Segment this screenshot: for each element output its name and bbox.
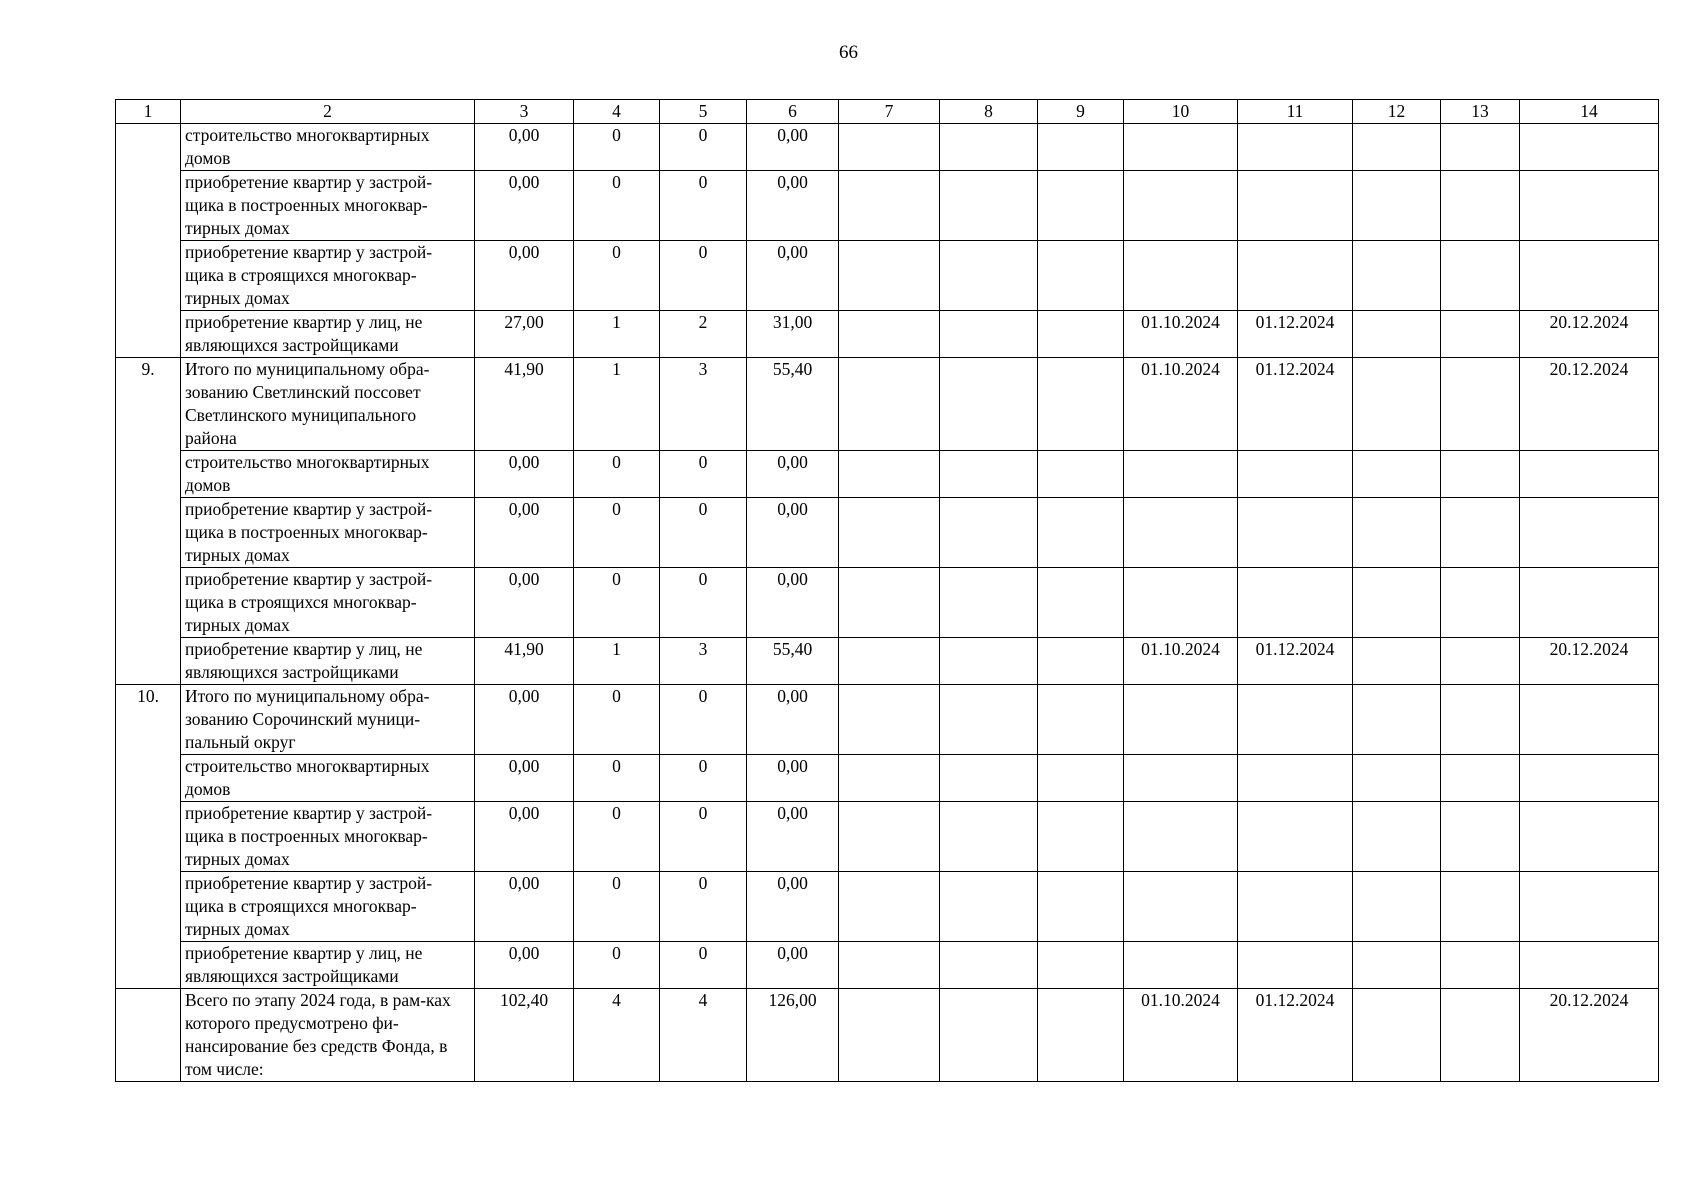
cell-col5: 0 <box>660 451 747 498</box>
cell-col12 <box>1353 942 1441 989</box>
cell-col10 <box>1124 498 1238 568</box>
table-row <box>116 872 1659 942</box>
cell-col3: 102,40 <box>475 989 574 1082</box>
cell-col14 <box>1520 498 1659 568</box>
description-cell: приобретение квартир у застрой-щика в построенных многоквар-тирных домах <box>181 171 475 241</box>
cell-col10 <box>1124 124 1238 171</box>
cell-col5: 0 <box>660 241 747 311</box>
cell-col14 <box>1520 942 1659 989</box>
table-row <box>116 802 1659 872</box>
cell-col9 <box>1038 638 1124 685</box>
cell-col11 <box>1238 802 1353 872</box>
cell-col4: 0 <box>574 171 660 241</box>
cell-col4: 1 <box>574 358 660 451</box>
cell-col5: 0 <box>660 685 747 755</box>
cell-col8 <box>940 802 1038 872</box>
column-header: 8 <box>940 100 1038 124</box>
column-header: 12 <box>1353 100 1441 124</box>
table-row <box>116 638 1659 685</box>
cell-col7 <box>839 802 940 872</box>
cell-col3: 0,00 <box>475 755 574 802</box>
cell-col3: 0,00 <box>475 872 574 942</box>
cell-col12 <box>1353 311 1441 358</box>
cell-col7 <box>839 241 940 311</box>
cell-col10 <box>1124 568 1238 638</box>
cell-col3: 27,00 <box>475 311 574 358</box>
cell-col9 <box>1038 755 1124 802</box>
description-cell: приобретение квартир у застрой-щика в построенных многоквар-тирных домах <box>181 498 475 568</box>
cell-col12 <box>1353 241 1441 311</box>
cell-col14: 20.12.2024 <box>1520 638 1659 685</box>
cell-col10 <box>1124 685 1238 755</box>
cell-col4: 0 <box>574 498 660 568</box>
column-header: 13 <box>1441 100 1520 124</box>
cell-col9 <box>1038 124 1124 171</box>
cell-col8 <box>940 942 1038 989</box>
cell-col12 <box>1353 872 1441 942</box>
cell-col3: 0,00 <box>475 498 574 568</box>
cell-col11 <box>1238 568 1353 638</box>
cell-col4: 4 <box>574 989 660 1082</box>
table-row <box>116 124 1659 171</box>
table-row <box>116 311 1659 358</box>
cell-col5: 4 <box>660 989 747 1082</box>
program-table <box>115 99 1659 1082</box>
cell-col14 <box>1520 241 1659 311</box>
cell-col4: 0 <box>574 241 660 311</box>
description-cell: приобретение квартир у лиц, не являющихся застройщиками <box>181 311 475 358</box>
description-cell: строительство многоквартирных домов <box>181 124 475 171</box>
cell-col6: 55,40 <box>747 358 839 451</box>
cell-col11 <box>1238 241 1353 311</box>
row-number-cell: 9. <box>116 358 181 685</box>
cell-col9 <box>1038 989 1124 1082</box>
cell-col10: 01.10.2024 <box>1124 311 1238 358</box>
cell-col7 <box>839 358 940 451</box>
description-cell: Всего по этапу 2024 года, в рам-ках которого предусмотрено фи-нансирование без средств Фонда, в том числе: <box>181 989 475 1082</box>
cell-col13 <box>1441 872 1520 942</box>
cell-col9 <box>1038 802 1124 872</box>
table-row <box>116 498 1659 568</box>
cell-col10 <box>1124 942 1238 989</box>
cell-col8 <box>940 568 1038 638</box>
cell-col11 <box>1238 942 1353 989</box>
cell-col13 <box>1441 755 1520 802</box>
table-row <box>116 358 1659 451</box>
cell-col10 <box>1124 872 1238 942</box>
cell-col4: 0 <box>574 685 660 755</box>
cell-col5: 0 <box>660 124 747 171</box>
cell-col14 <box>1520 685 1659 755</box>
table-row <box>116 755 1659 802</box>
cell-col9 <box>1038 498 1124 568</box>
cell-col7 <box>839 171 940 241</box>
description-cell: приобретение квартир у лиц, не являющихся застройщиками <box>181 638 475 685</box>
cell-col9 <box>1038 872 1124 942</box>
cell-col13 <box>1441 942 1520 989</box>
cell-col14: 20.12.2024 <box>1520 311 1659 358</box>
cell-col9 <box>1038 241 1124 311</box>
cell-col13 <box>1441 171 1520 241</box>
cell-col8 <box>940 311 1038 358</box>
cell-col7 <box>839 568 940 638</box>
cell-col10 <box>1124 802 1238 872</box>
cell-col11: 01.12.2024 <box>1238 358 1353 451</box>
cell-col7 <box>839 451 940 498</box>
description-cell: Итого по муниципальному обра-зованию Светлинский поссовет Светлинского муниципального района <box>181 358 475 451</box>
cell-col8 <box>940 872 1038 942</box>
cell-col6: 0,00 <box>747 498 839 568</box>
cell-col4: 0 <box>574 568 660 638</box>
cell-col14 <box>1520 568 1659 638</box>
cell-col8 <box>940 755 1038 802</box>
column-header: 10 <box>1124 100 1238 124</box>
cell-col6: 31,00 <box>747 311 839 358</box>
cell-col12 <box>1353 124 1441 171</box>
table-row <box>116 568 1659 638</box>
cell-col6: 0,00 <box>747 124 839 171</box>
cell-col6: 126,00 <box>747 989 839 1082</box>
total-row <box>116 989 1659 1082</box>
description-cell: приобретение квартир у застрой-щика в строящихся многоквар-тирных домах <box>181 241 475 311</box>
cell-col13 <box>1441 358 1520 451</box>
cell-col5: 0 <box>660 872 747 942</box>
cell-col5: 0 <box>660 171 747 241</box>
cell-col6: 0,00 <box>747 942 839 989</box>
cell-col6: 0,00 <box>747 241 839 311</box>
cell-col5: 0 <box>660 568 747 638</box>
cell-col14 <box>1520 802 1659 872</box>
cell-col4: 1 <box>574 638 660 685</box>
cell-col7 <box>839 685 940 755</box>
cell-col7 <box>839 638 940 685</box>
cell-col7 <box>839 311 940 358</box>
cell-col11: 01.12.2024 <box>1238 989 1353 1082</box>
cell-col13 <box>1441 638 1520 685</box>
cell-col11 <box>1238 872 1353 942</box>
cell-col3: 0,00 <box>475 685 574 755</box>
cell-col12 <box>1353 802 1441 872</box>
column-header: 14 <box>1520 100 1659 124</box>
row-number-cell <box>116 989 181 1082</box>
cell-col13 <box>1441 311 1520 358</box>
cell-col12 <box>1353 989 1441 1082</box>
description-cell: Итого по муниципальному обра-зованию Сорочинский муници-пальный округ <box>181 685 475 755</box>
cell-col3: 0,00 <box>475 451 574 498</box>
cell-col5: 3 <box>660 358 747 451</box>
cell-col9 <box>1038 942 1124 989</box>
cell-col6: 0,00 <box>747 171 839 241</box>
cell-col6: 0,00 <box>747 451 839 498</box>
cell-col13 <box>1441 685 1520 755</box>
cell-col3: 41,90 <box>475 358 574 451</box>
cell-col7 <box>839 124 940 171</box>
cell-col8 <box>940 685 1038 755</box>
column-header: 11 <box>1238 100 1353 124</box>
cell-col9 <box>1038 451 1124 498</box>
cell-col12 <box>1353 568 1441 638</box>
row-number-cell: 10. <box>116 685 181 989</box>
cell-col6: 0,00 <box>747 872 839 942</box>
cell-col5: 0 <box>660 942 747 989</box>
cell-col10 <box>1124 171 1238 241</box>
table-row <box>116 685 1659 755</box>
cell-col4: 0 <box>574 942 660 989</box>
cell-col5: 0 <box>660 755 747 802</box>
cell-col7 <box>839 942 940 989</box>
cell-col11: 01.12.2024 <box>1238 311 1353 358</box>
cell-col8 <box>940 638 1038 685</box>
cell-col9 <box>1038 171 1124 241</box>
cell-col8 <box>940 989 1038 1082</box>
cell-col11 <box>1238 124 1353 171</box>
cell-col13 <box>1441 989 1520 1082</box>
cell-col3: 0,00 <box>475 802 574 872</box>
cell-col11 <box>1238 171 1353 241</box>
cell-col3: 0,00 <box>475 241 574 311</box>
table-row <box>116 451 1659 498</box>
description-cell: приобретение квартир у лиц, не являющихся застройщиками <box>181 942 475 989</box>
table-row <box>116 241 1659 311</box>
cell-col8 <box>940 358 1038 451</box>
cell-col7 <box>839 498 940 568</box>
description-cell: приобретение квартир у застрой-щика в строящихся многоквар-тирных домах <box>181 568 475 638</box>
cell-col5: 2 <box>660 311 747 358</box>
table-row <box>116 171 1659 241</box>
cell-col3: 0,00 <box>475 171 574 241</box>
cell-col10: 01.10.2024 <box>1124 358 1238 451</box>
cell-col10: 01.10.2024 <box>1124 638 1238 685</box>
cell-col13 <box>1441 498 1520 568</box>
cell-col13 <box>1441 241 1520 311</box>
column-header: 5 <box>660 100 747 124</box>
cell-col11 <box>1238 755 1353 802</box>
cell-col12 <box>1353 638 1441 685</box>
cell-col8 <box>940 498 1038 568</box>
cell-col3: 0,00 <box>475 942 574 989</box>
cell-col4: 0 <box>574 755 660 802</box>
cell-col8 <box>940 171 1038 241</box>
cell-col12 <box>1353 171 1441 241</box>
cell-col12 <box>1353 498 1441 568</box>
column-header: 1 <box>116 100 181 124</box>
cell-col6: 0,00 <box>747 755 839 802</box>
cell-col14 <box>1520 124 1659 171</box>
cell-col6: 0,00 <box>747 568 839 638</box>
description-cell: строительство многоквартирных домов <box>181 755 475 802</box>
cell-col5: 3 <box>660 638 747 685</box>
cell-col12 <box>1353 755 1441 802</box>
cell-col14: 20.12.2024 <box>1520 358 1659 451</box>
description-cell: приобретение квартир у застрой-щика в строящихся многоквар-тирных домах <box>181 872 475 942</box>
column-header: 4 <box>574 100 660 124</box>
cell-col8 <box>940 451 1038 498</box>
cell-col6: 55,40 <box>747 638 839 685</box>
cell-col11 <box>1238 498 1353 568</box>
cell-col10: 01.10.2024 <box>1124 989 1238 1082</box>
cell-col8 <box>940 124 1038 171</box>
row-number-cell <box>116 124 181 358</box>
column-header: 6 <box>747 100 839 124</box>
cell-col11 <box>1238 451 1353 498</box>
cell-col7 <box>839 989 940 1082</box>
cell-col9 <box>1038 685 1124 755</box>
cell-col14 <box>1520 755 1659 802</box>
cell-col10 <box>1124 241 1238 311</box>
column-number-row <box>116 100 1659 124</box>
cell-col4: 0 <box>574 124 660 171</box>
description-cell: приобретение квартир у застрой-щика в построенных многоквар-тирных домах <box>181 802 475 872</box>
cell-col8 <box>940 241 1038 311</box>
cell-col5: 0 <box>660 802 747 872</box>
cell-col12 <box>1353 358 1441 451</box>
cell-col14 <box>1520 171 1659 241</box>
cell-col11: 01.12.2024 <box>1238 638 1353 685</box>
cell-col9 <box>1038 311 1124 358</box>
cell-col11 <box>1238 685 1353 755</box>
cell-col5: 0 <box>660 498 747 568</box>
cell-col13 <box>1441 451 1520 498</box>
cell-col14: 20.12.2024 <box>1520 989 1659 1082</box>
cell-col12 <box>1353 685 1441 755</box>
cell-col13 <box>1441 568 1520 638</box>
cell-col3: 41,90 <box>475 638 574 685</box>
cell-col3: 0,00 <box>475 124 574 171</box>
column-header: 2 <box>181 100 475 124</box>
cell-col3: 0,00 <box>475 568 574 638</box>
cell-col9 <box>1038 358 1124 451</box>
description-cell: строительство многоквартирных домов <box>181 451 475 498</box>
column-header: 7 <box>839 100 940 124</box>
cell-col14 <box>1520 872 1659 942</box>
cell-col10 <box>1124 755 1238 802</box>
cell-col6: 0,00 <box>747 685 839 755</box>
cell-col6: 0,00 <box>747 802 839 872</box>
cell-col12 <box>1353 451 1441 498</box>
cell-col9 <box>1038 568 1124 638</box>
cell-col7 <box>839 755 940 802</box>
cell-col4: 0 <box>574 802 660 872</box>
page-number: 66 <box>839 42 858 63</box>
table-row <box>116 942 1659 989</box>
cell-col13 <box>1441 124 1520 171</box>
cell-col10 <box>1124 451 1238 498</box>
cell-col7 <box>839 872 940 942</box>
cell-col4: 0 <box>574 451 660 498</box>
cell-col14 <box>1520 451 1659 498</box>
column-header: 9 <box>1038 100 1124 124</box>
cell-col4: 0 <box>574 872 660 942</box>
cell-col13 <box>1441 802 1520 872</box>
cell-col4: 1 <box>574 311 660 358</box>
column-header: 3 <box>475 100 574 124</box>
